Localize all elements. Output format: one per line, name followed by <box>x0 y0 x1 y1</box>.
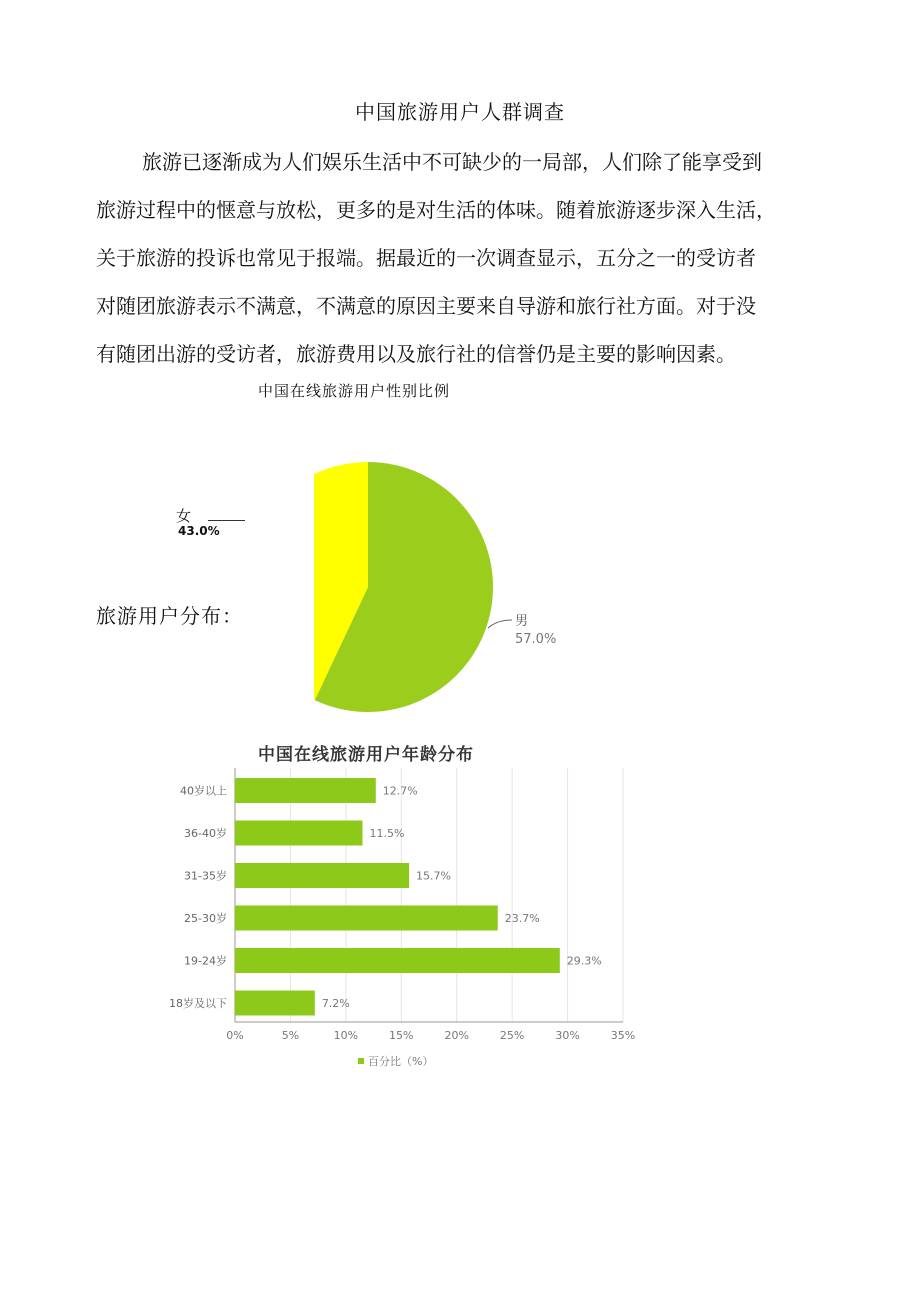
x-tick-label: 5% <box>281 1029 300 1042</box>
bar <box>235 948 560 973</box>
pie-label-female: 女 <box>176 507 192 525</box>
bar <box>235 906 498 931</box>
pie-label-male: 男 <box>515 614 529 629</box>
bar-value-label: 7.2% <box>321 997 350 1010</box>
category-label: 18岁及以下 <box>169 997 227 1010</box>
bar-value-label: 23.7% <box>504 912 540 925</box>
x-tick-label: 0% <box>226 1029 244 1042</box>
bar <box>235 991 315 1016</box>
category-label: 36-40岁 <box>184 827 227 840</box>
bar-value-label: 11.5% <box>369 827 405 840</box>
bar-value-label: 29.3% <box>566 954 602 968</box>
x-tick-label: 10% <box>333 1029 359 1042</box>
x-tick-label: 15% <box>389 1029 414 1042</box>
x-tick-label: 20% <box>444 1029 469 1042</box>
category-label: 31-35岁 <box>184 869 227 883</box>
x-tick-label: 35% <box>610 1029 636 1042</box>
pie-value-male: 57.0% <box>515 632 557 647</box>
paragraph-line: 旅游已逐渐成为人们娱乐生活中不可缺少的一局部，人们除了能享受到 <box>142 150 762 174</box>
bar-chart-title: 中国在线旅游用户年龄分布 <box>258 745 474 765</box>
category-label: 19-24岁 <box>184 954 227 968</box>
bar-value-label: 12.7% <box>382 784 418 798</box>
x-tick-label: 25% <box>499 1029 525 1042</box>
pie-chart-title: 中国在线旅游用户性别比例 <box>258 382 451 400</box>
legend-swatch <box>358 1058 364 1064</box>
bar-value-label: 15.7% <box>416 869 451 883</box>
document-title: 中国旅游用户人群调查 <box>355 100 565 124</box>
category-label: 40岁以上 <box>180 784 227 798</box>
legend-label: 百分比（%） <box>368 1055 434 1068</box>
category-label: 25-30岁 <box>184 912 227 925</box>
paragraph-line: 旅游过程中的惬意与放松，更多的是对生活的体味。随着旅游逐步深入生活， <box>96 198 776 222</box>
bar <box>235 821 362 846</box>
section-label: 旅游用户分布： <box>96 604 243 628</box>
pie-value-female: 43.0% <box>178 524 220 538</box>
bar <box>235 778 376 803</box>
paragraph-line: 对随团旅游表示不满意，不满意的原因主要来自导游和旅行社方面。对于没 <box>96 294 756 318</box>
paragraph-line: 有随团出游的受访者，旅游费用以及旅行社的信誉仍是主要的影响因素。 <box>96 342 736 366</box>
x-tick-label: 30% <box>555 1029 580 1042</box>
bar <box>235 863 409 888</box>
paragraph-line: 关于旅游的投诉也常见于报端。据最近的一次调查显示，五分之一的受访者 <box>96 246 756 270</box>
